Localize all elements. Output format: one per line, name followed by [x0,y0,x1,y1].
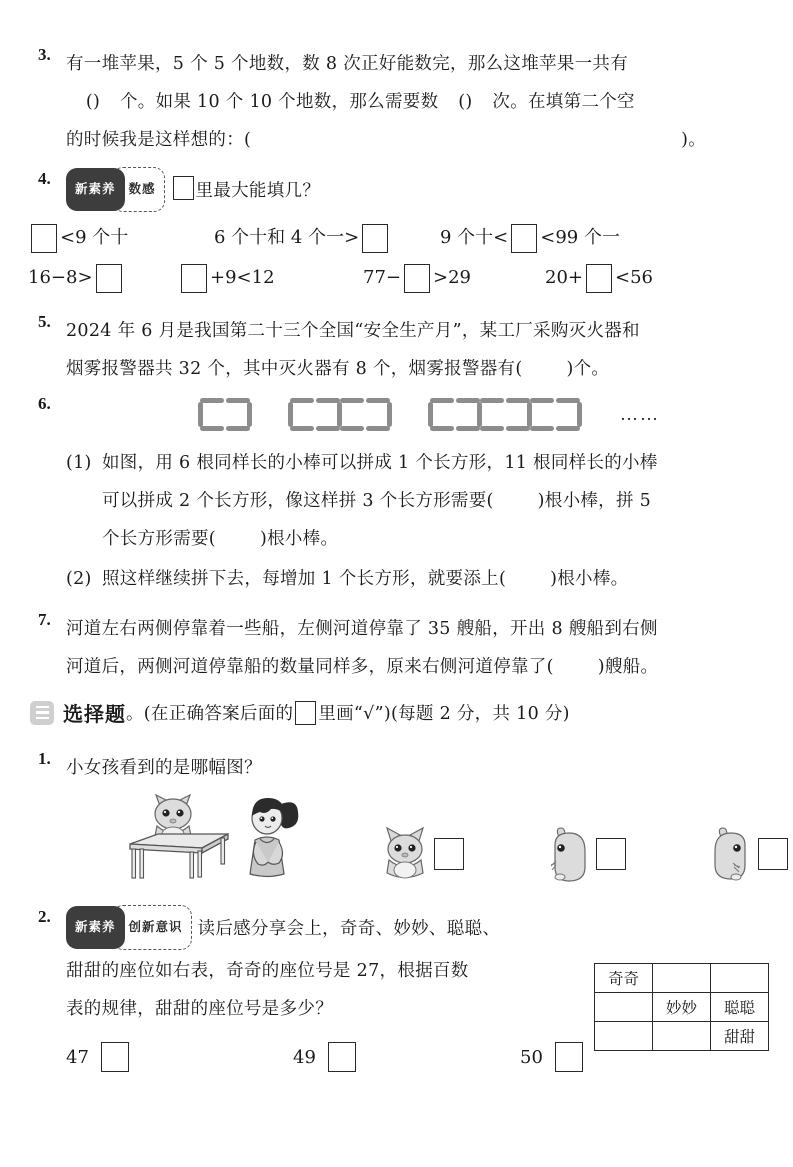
question-5-body [66,312,769,388]
question-6-sub1-line2a: 可以拼成 2 个长方形，像这样拼 3 个长方形需要( [102,491,494,511]
seat-cell-tiantian: 甜甜 [711,1022,769,1051]
badge-new-literacy: 新素养 [66,906,125,949]
choice-question-1-number: 1. [38,749,51,768]
choice-option-50-label: 50 [520,1046,543,1068]
choice-question-1 [0,749,793,787]
badge-new-literacy: 新素养 [66,168,125,211]
question-3-line2b: 次。在填第二个空 [492,92,635,112]
question-3-blank-1[interactable] [66,83,120,121]
section-checkbox-icon [295,701,316,725]
equation-16minus8-gt-box: 16−8> [28,258,178,298]
question-5-number: 5. [38,312,51,331]
question-6-sub1-label: (1) [66,453,92,473]
figure-ellipsis: …… [620,403,660,424]
stick-rectangle [478,398,532,431]
question-6-sub1-line3b: )根小棒。 [259,529,339,549]
question-5-line2b: )个。 [566,359,610,379]
option-a-checkbox[interactable] [434,838,464,870]
question-4-equations-row-1 [28,218,793,258]
question-4-badges [66,167,165,212]
seat-cell-empty [711,964,769,993]
question-6-sub1-line2b: )根小棒，拼 5 [537,491,652,511]
question-3-line2a: 个。如果 10 个 10 个地数，那么需要数 [120,92,439,112]
choice-option-47-checkbox[interactable] [101,1042,129,1072]
choice-question-1-figures [110,793,793,885]
choice-question-2-body [66,907,578,1028]
question-6-sub2-line1a: 照这样继续拼下去，每增加 1 个长方形，就要添上( [102,569,507,589]
choice-option-47[interactable] [66,1042,281,1072]
question-6-sub2-body [66,560,769,598]
question-4-body [66,169,769,214]
stick-rectangle [338,398,392,431]
question-3-line3b: )。 [681,130,707,150]
badge-number-sense: 数感 [112,167,165,212]
front-view-cat-icon [379,823,431,885]
section-title: 选择题 [63,702,126,726]
question-3-line1: 有一堆苹果，5 个 5 个地数，数 8 次正好能数完，那么这堆苹果一共有 [66,54,629,74]
badge-innovation-awareness: 创新意识 [112,905,192,950]
question-7-line2a: 河道后，两侧河道停靠船的数量同样多，原来右侧河道停靠了( [66,657,554,677]
seat-cell-empty [653,964,711,993]
choice-option-49-checkbox[interactable] [328,1042,356,1072]
equation-box-plus9-lt-12: +9<12 [178,258,363,298]
question-7-body [66,610,769,686]
question-6-number: 6. [38,394,51,413]
eq7-answer-box[interactable] [586,264,612,293]
worksheet-page [0,45,793,1167]
section-instructions-b: 里画“√”)(每题 2 分，共 10 分) [318,704,570,724]
question-5 [0,312,793,388]
seat-cell-congcong: 聪聪 [711,993,769,1022]
question-6-sub1-body [66,444,769,558]
equation-6tens4ones-gt-box: 6 个十和 4 个一> [214,218,440,258]
option-c-checkbox[interactable] [758,838,788,870]
seat-cell-empty [653,1022,711,1051]
choice-question-2-number: 2. [38,907,51,926]
question-7 [0,610,793,686]
matchstick-figure [198,394,769,434]
three-bars-icon [30,701,54,725]
section-header-multiple-choice [0,698,793,727]
stick-rectangle [428,398,482,431]
question-6 [0,394,793,434]
table-row [595,1022,769,1051]
girl-observer [239,790,305,885]
stick-rectangle [528,398,582,431]
question-3-body [66,45,769,159]
option-b-checkbox[interactable] [596,838,626,870]
choice-option-49-label: 49 [293,1046,316,1068]
right-side-view-cat-icon [703,823,755,885]
seat-cell-empty [595,993,653,1022]
question-5-line1: 2024 年 6 月是我国第二十三个全国“安全生产月”，某工厂采购灭火器和 [66,321,640,341]
choice-question-2-line1: 读后感分享会上，奇奇、妙妙、聪聪、 [197,919,501,939]
question-4-number: 4. [38,169,51,188]
eq1-answer-box[interactable] [31,224,57,253]
question-4 [0,169,793,214]
question-4-prompt: 里最大能填几？ [195,181,321,201]
question-6-sub-1 [0,444,793,558]
question-6-sub2-label: (2) [66,569,92,589]
equation-77minus-box-gt-29: 77− >29 [363,258,545,298]
choice-option-47-label: 47 [66,1046,89,1068]
eq2-answer-box[interactable] [362,224,388,253]
question-3 [0,45,793,159]
choice-question-2-line3: 表的规律，甜甜的座位号是多少？ [66,999,333,1019]
seat-cell-qiqi: 奇奇 [595,964,653,993]
question-3-blank-2[interactable] [438,83,492,121]
choice-option-49[interactable] [293,1042,508,1072]
stick-group-1-rectangle [198,398,252,431]
seat-cell-miaomiao: 妙妙 [653,993,711,1022]
equation-20plus-box-lt-56: 20+ <56 [545,258,653,298]
option-a-front-view[interactable] [379,823,467,885]
question-7-line1: 河道左右两侧停靠着一些船，左侧河道停靠了 35 艘船，开出 8 艘船到右侧 [66,619,658,639]
stick-rectangle [288,398,342,431]
choice-option-50-checkbox[interactable] [555,1042,583,1072]
eq3-answer-box[interactable] [511,224,537,253]
question-6-sub-2 [0,560,793,598]
question-3-number: 3. [38,45,51,64]
table-row [595,964,769,993]
question-4-prompt-box[interactable] [173,176,194,200]
question-6-sub1-line1: 如图，用 6 根同样长的小棒可以拼成 1 个长方形，11 根同样长的小棒 [102,453,658,473]
table-row [595,993,769,1022]
question-4-equations-row-2 [28,258,793,298]
left-side-view-cat-icon [541,823,593,885]
section-instructions-a: 。(在正确答案后面的 [126,704,294,724]
stick-group-3-rectangles [428,398,582,431]
question-7-number: 7. [38,610,51,629]
choice-question-1-prompt: 小女孩看到的是哪幅图？ [66,758,262,778]
table-with-toy [110,790,235,885]
stick-group-2-rectangles [288,398,392,431]
seat-cell-empty [595,1022,653,1051]
option-c-right-side-view[interactable] [703,823,791,885]
choice-question-2-badges [66,905,192,950]
question-7-line2b: )艘船。 [597,657,659,677]
question-6-sub2-line1b: )根小棒。 [550,569,629,589]
seating-table [594,963,769,1051]
question-5-line2a: 烟雾报警器共 32 个，其中灭火器有 8 个，烟雾报警器有( [66,359,523,379]
question-6-sub1-line3a: 个长方形需要( [102,529,216,549]
eq6-answer-box[interactable] [404,264,430,293]
choice-question-2-line2: 甜甜的座位如右表，奇奇的座位号是 27，根据百数 [66,961,469,981]
equation-9tens-lt-box-lt-99ones: 9 个十< <99 个一 [440,218,620,258]
option-b-left-side-view[interactable] [541,823,629,885]
question-3-line3a: 的时候我是这样想的：( [66,130,252,150]
stick-rectangle [198,398,252,431]
equation-box-lt-9tens: <9 个十 [28,218,214,258]
eq5-answer-box[interactable] [181,264,207,293]
eq4-answer-box[interactable] [96,264,122,293]
